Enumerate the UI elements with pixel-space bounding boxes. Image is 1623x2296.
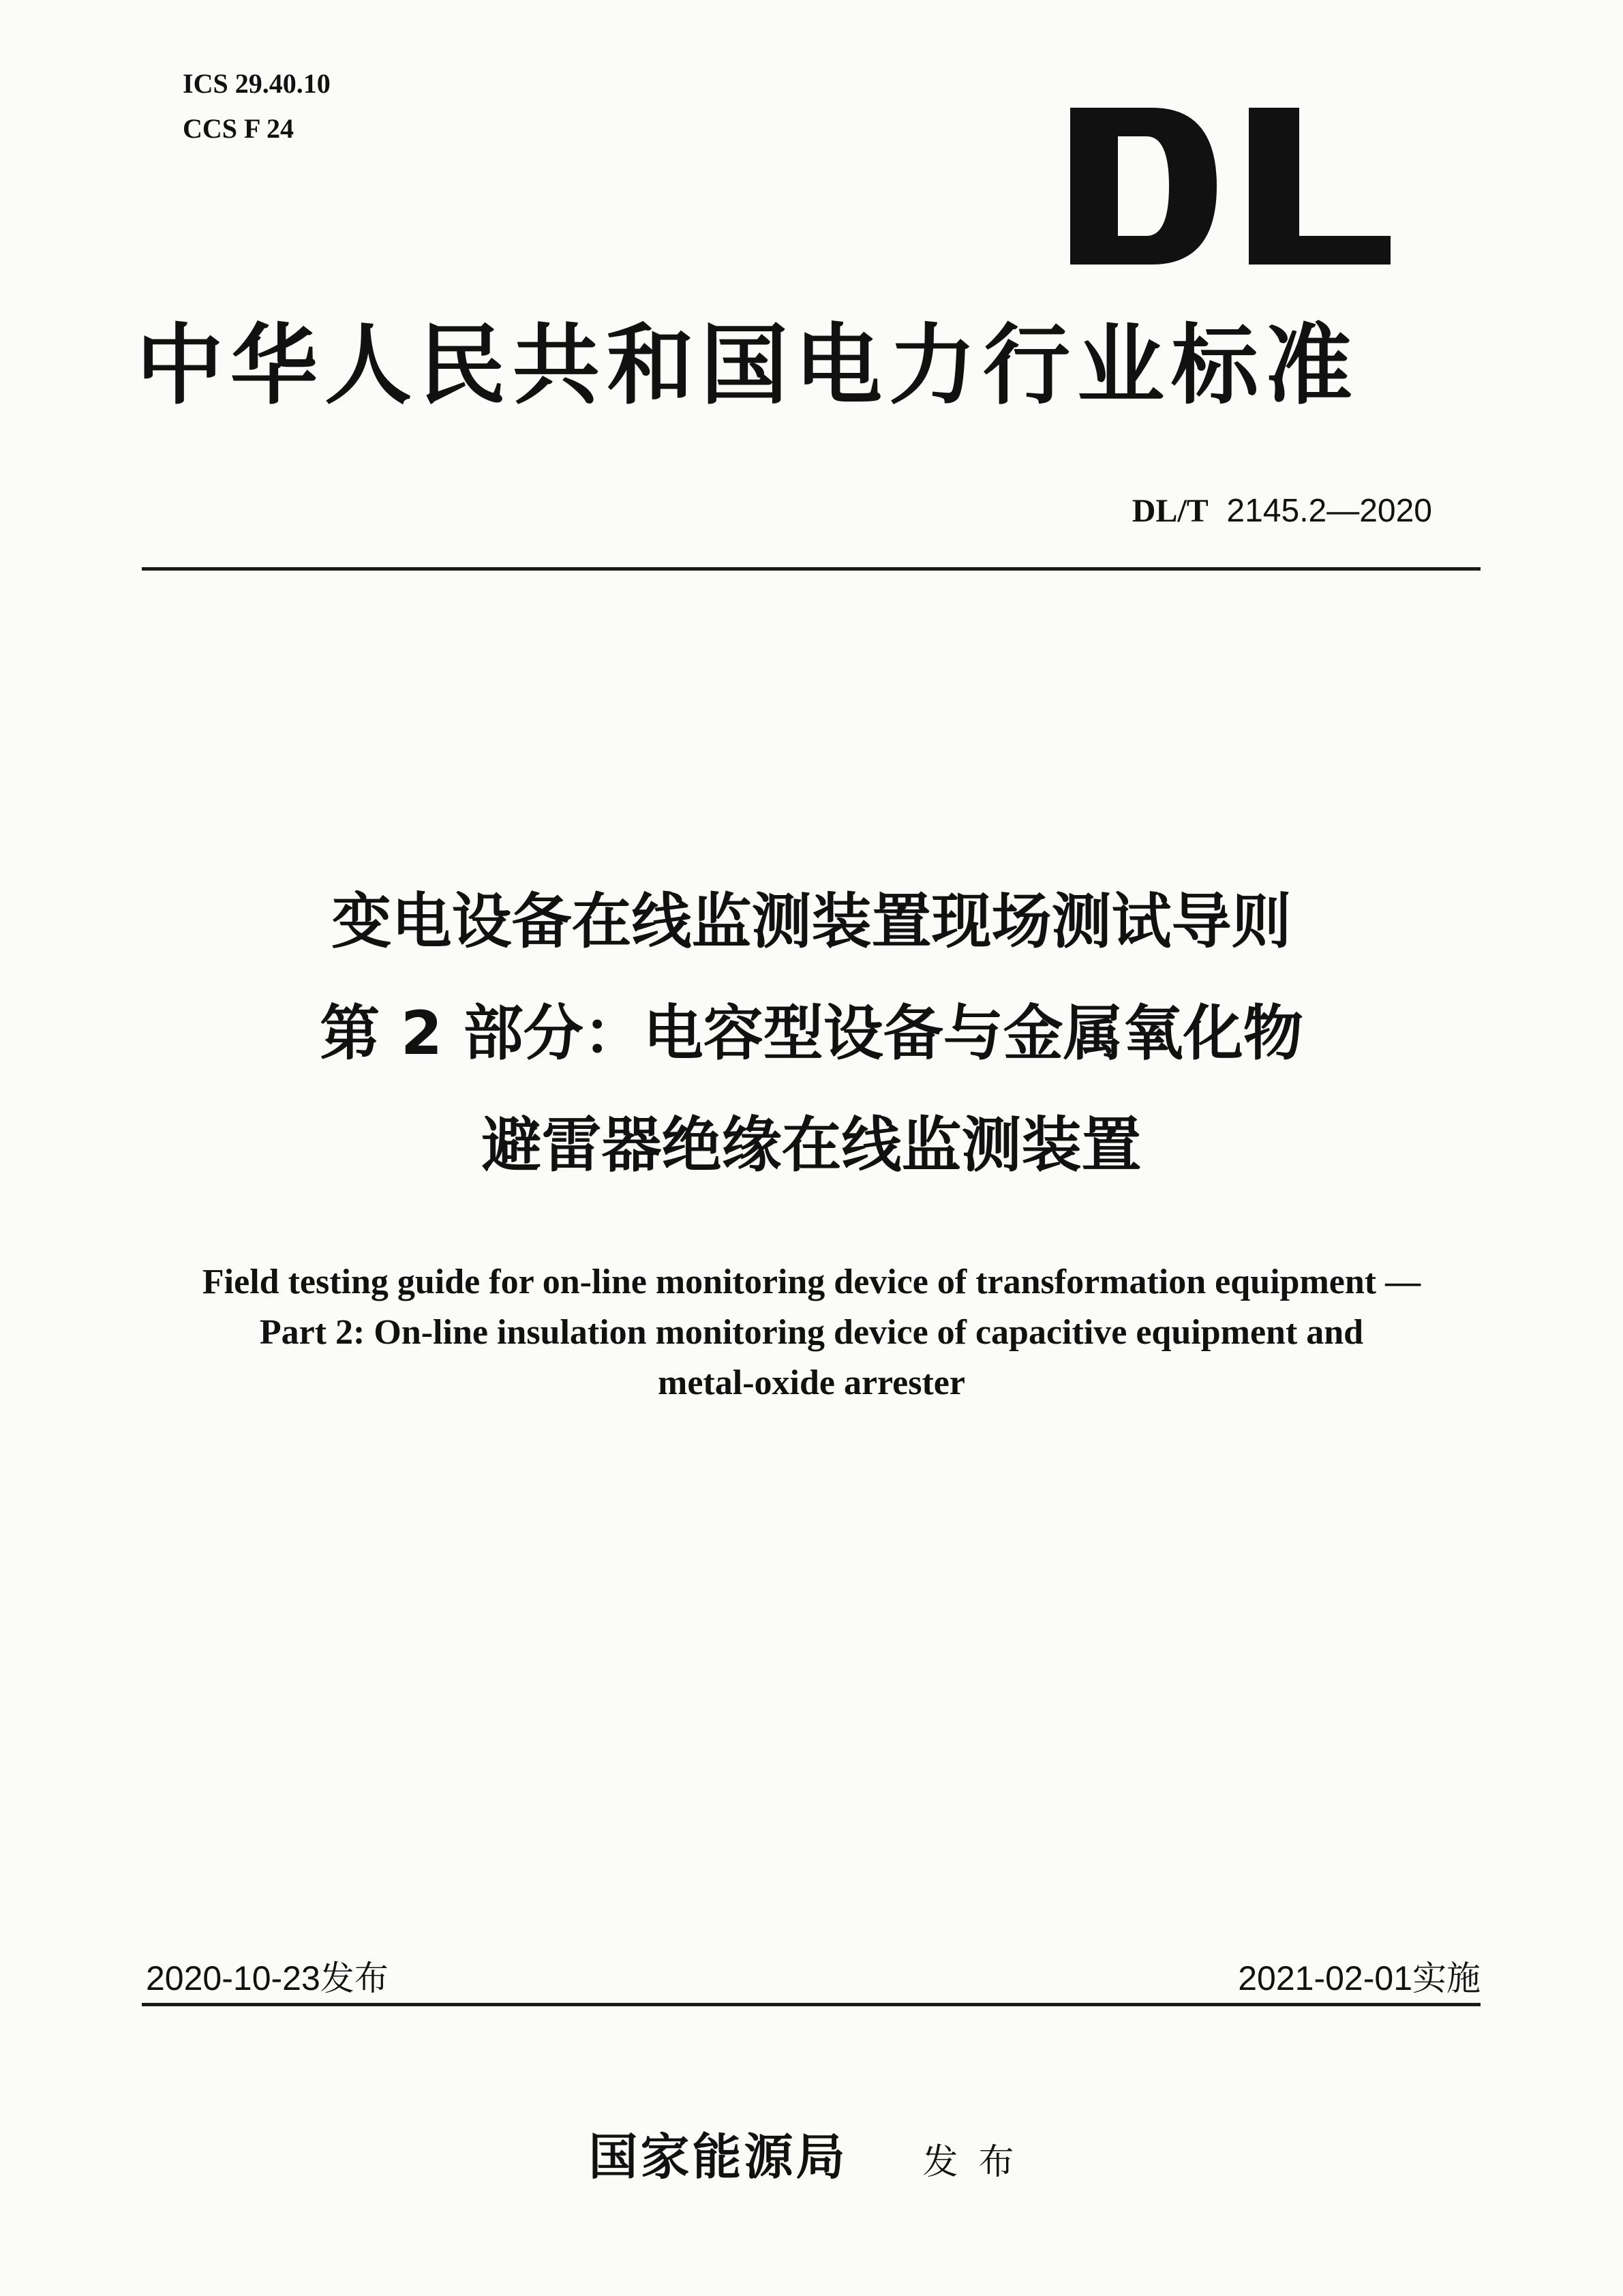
issuing-action: 发布 xyxy=(922,2142,1035,2183)
english-title-line-1: Field testing guide for on-line monitoring device of transformation equipment — xyxy=(202,1263,1421,1301)
chinese-title xyxy=(136,866,1487,1201)
classification-codes xyxy=(183,61,331,151)
date-row xyxy=(142,1951,1481,1999)
issuing-authority xyxy=(0,2117,1623,2188)
chinese-title-line-1: 变电设备在线监测装置现场测试导则 xyxy=(331,886,1292,956)
standard-prefix: DL/T xyxy=(1132,493,1209,529)
publish-date: 2020-10-23发布 xyxy=(146,1959,389,1997)
english-title-line-3: metal-oxide arrester xyxy=(658,1363,965,1402)
standard-number-value: 2145.2—2020 xyxy=(1226,493,1432,529)
top-divider xyxy=(142,567,1481,571)
chinese-title-line-2: 第 2 部分：电容型设备与金属氧化物 xyxy=(320,998,1303,1068)
dl-logo xyxy=(1070,108,1391,265)
dl-logo-letter-l xyxy=(1249,108,1391,265)
standard-number xyxy=(1132,492,1432,530)
dl-logo-letter-d xyxy=(1070,108,1217,265)
english-title xyxy=(102,1257,1521,1408)
ccs-code: CCS F 24 xyxy=(183,113,294,144)
english-title-line-2: Part 2: On-line insulation monitoring device of capacitive equipment and xyxy=(259,1313,1364,1352)
effective-date: 2021-02-01实施 xyxy=(1238,1959,1481,1997)
industry-standard-title: 中华人民共和国电力行业标准 xyxy=(136,314,1360,417)
issuing-organization: 国家能源局 xyxy=(588,2128,848,2186)
bottom-divider xyxy=(142,2003,1481,2006)
ics-code: ICS 29.40.10 xyxy=(183,68,331,99)
chinese-title-line-3: 避雷器绝缘在线监测装置 xyxy=(481,1110,1142,1180)
